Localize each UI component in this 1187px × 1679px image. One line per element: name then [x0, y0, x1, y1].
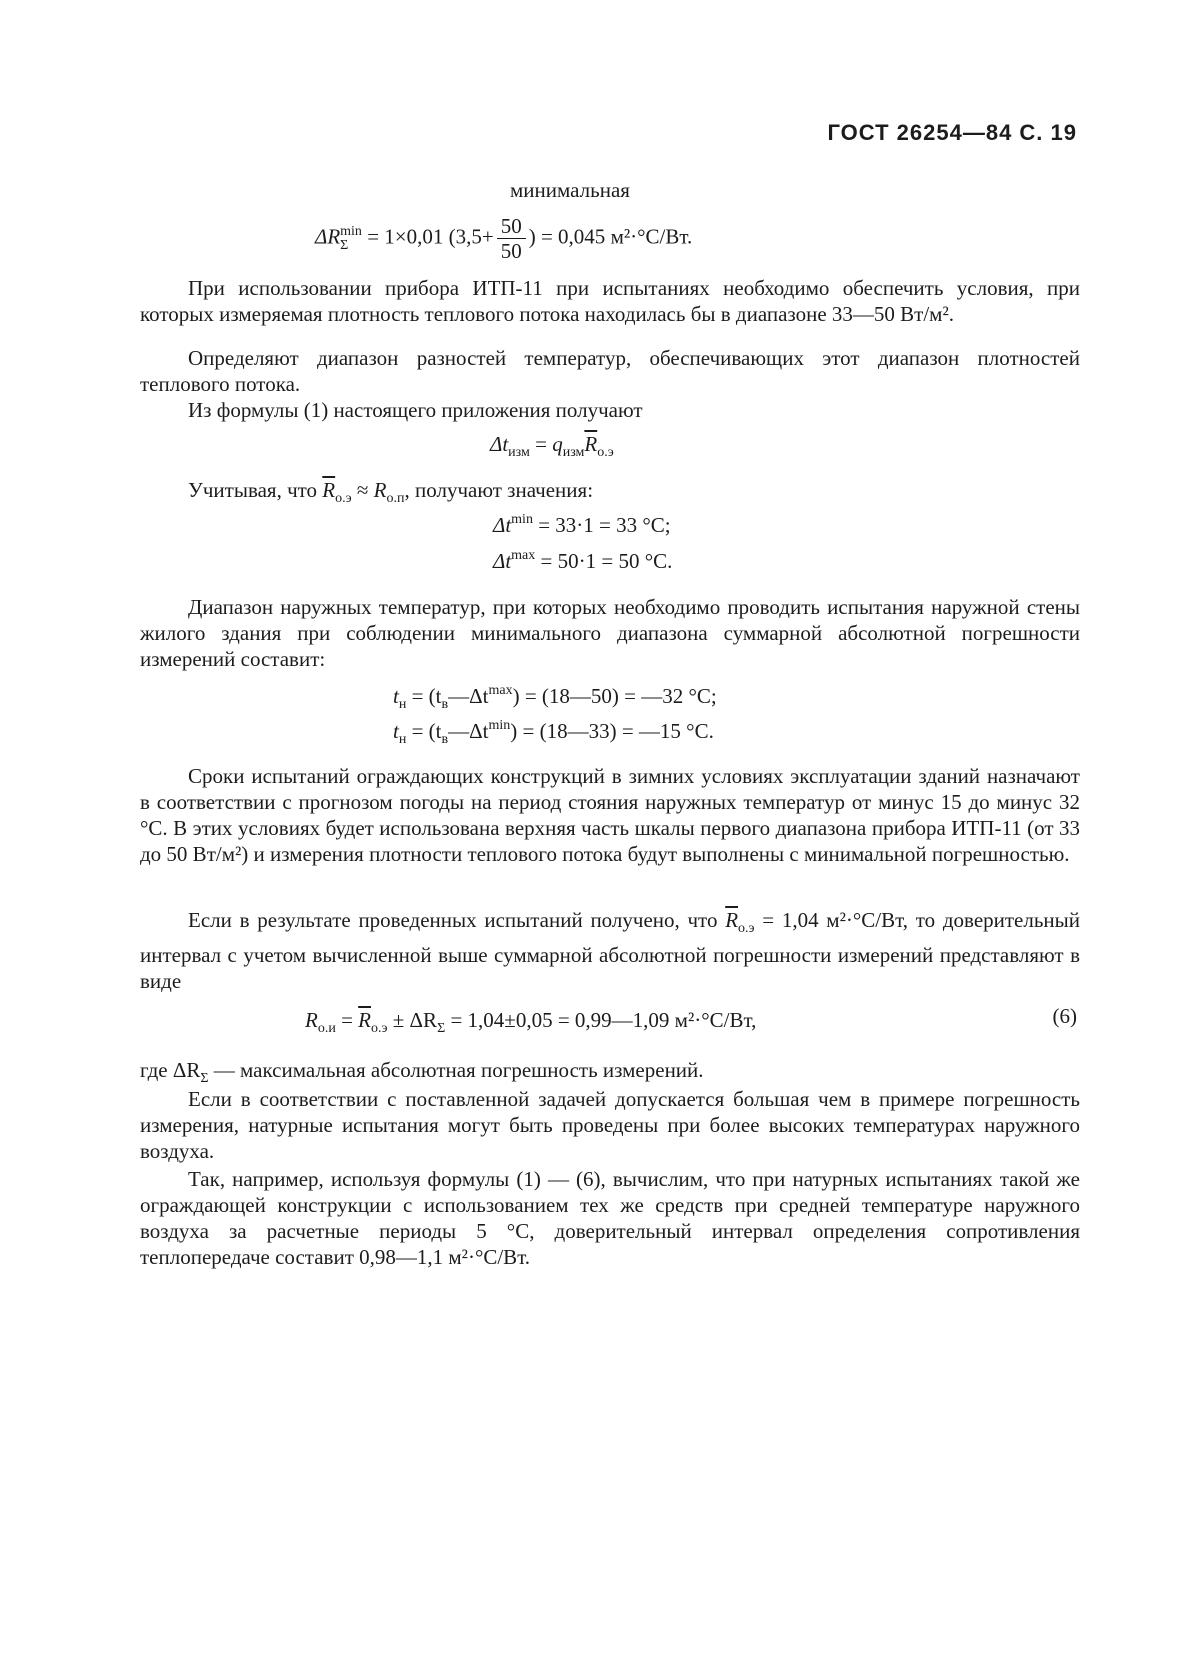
formula-min-unit: м²·°С/Вт.: [610, 224, 693, 249]
formula-tn2-mid-sub: в: [441, 732, 449, 747]
paragraph-7-r: $\overline{R}$: [725, 908, 739, 932]
formula-tn1-mid-sub: в: [441, 697, 449, 712]
page-header: ГОСТ 26254—84 С. 19: [827, 120, 1077, 145]
formula-final: [305, 1008, 756, 1037]
formula-dt-lhs-sub: изм: [508, 445, 530, 460]
formula-min-sub: Σ: [340, 237, 349, 253]
formula-final-pm: ± ΔR: [387, 1008, 438, 1032]
formula-tn1-sup: max: [488, 683, 513, 698]
formula-dt-r-sub: о.э: [597, 445, 614, 460]
formula-min-expr-after: ) = 0,045: [528, 224, 606, 249]
formula-tn2: [393, 718, 714, 748]
formula-final-lhs-sub: о.и: [317, 1021, 336, 1036]
formula-dt-lhs: Δt: [490, 432, 509, 456]
paragraph-4-r2-sub: о.п: [386, 491, 405, 506]
formula-tn1-dash: —Δt: [448, 684, 489, 708]
formula-tn1-mid: = (t: [406, 684, 442, 708]
paragraph-8-before: где ΔR: [140, 1058, 201, 1082]
formula-dtmax: [493, 548, 672, 574]
formula-dt-eq: =: [529, 432, 553, 456]
fraction: [497, 214, 526, 263]
formula-final-r-sub: о.э: [371, 1021, 388, 1036]
formula-min-sup: min: [340, 223, 362, 239]
paragraph-7-after: = 1,04 м²·°С/Вт, то доверительный интервал с учетом вычисленной выше суммарной абсолютной погрешности измерений представляют в виде: [140, 908, 1081, 993]
formula-tn1-lhs-sub: н: [398, 697, 407, 712]
formula-min: [315, 214, 692, 263]
formula-tn2-rhs: ) = (18—33) = —15 °С.: [510, 719, 714, 743]
paragraph-4-before: Учитывая, что: [188, 478, 318, 502]
paragraph-5: Диапазон наружных температур, при которых необходимо проводить испытания наружной стены жилого здания при соблюдении минимального диапазона суммарной абсолютной погрешности измерений составит:: [140, 595, 1080, 671]
formula-dt-q: q: [552, 432, 563, 456]
formula-tn2-sup: min: [488, 718, 511, 733]
formula-final-eq: =: [335, 1008, 359, 1032]
formula-final-lhs: R: [305, 1008, 318, 1032]
formula-tn1-lhs: t: [393, 684, 399, 708]
paragraph-2: Определяют диапазон разностей температур, обеспечивающих этот диапазон плотностей теплового потока.: [140, 346, 1080, 396]
formula-dt: [490, 432, 614, 461]
formula-tn1: [393, 683, 717, 713]
paragraph-7-r-sub: о.э: [738, 921, 755, 936]
paragraph-8-after: — максимальная абсолютная погрешность измерений.: [208, 1058, 704, 1082]
paragraph-4-r1: $\overline{R}$: [322, 478, 336, 502]
formula-min-expr-before: = 1×0,01 (3,5+: [367, 224, 494, 249]
paragraph-8-sub: Σ: [200, 1071, 209, 1086]
formula-tn2-lhs: t: [393, 719, 399, 743]
formula-dt-r: $\overline{R}$: [584, 432, 598, 456]
paragraph-3: Из формулы (1) настоящего приложения получают: [188, 398, 643, 422]
formula-final-r: $\overline{R}$: [358, 1008, 371, 1032]
formula-dt-q-sub: изм: [562, 445, 585, 460]
formula-final-rhs: = 1,04±0,05 = 0,99—1,09 м²·°С/Вт,: [445, 1008, 757, 1032]
paragraph-6: Сроки испытаний ограждающих конструкций в зимних условиях эксплуатации зданий назначают в соответствии с прогнозом погоды на период стояния наружных температур от минус 15 до минус 32 °С. В этих условиях будет использована верхняя часть шкалы первого диапазона прибора ИТП-11 (от 33 до 50 Вт/м²) и измерения плотности теплового потока будут выполнены с минимальной погрешностью.: [140, 764, 1080, 866]
formula-dtmin-rhs: = 33·1 = 33 °С;: [532, 513, 671, 537]
paragraph-4: [140, 477, 1080, 512]
paragraph-4-approx: ≈: [356, 478, 369, 502]
paragraph-7: [140, 907, 1080, 994]
formula-dtmax-sup: max: [511, 548, 536, 563]
formula-dtmin: [493, 512, 671, 538]
paragraph-4-r1-sub: о.э: [335, 491, 352, 506]
formula-dtmin-lhs: Δt: [493, 513, 512, 537]
formula-min-lhs: ΔR: [315, 224, 341, 249]
paragraph-4-r2: R: [373, 478, 387, 502]
equation-number: (6): [1052, 1004, 1077, 1028]
section-title: минимальная: [510, 178, 630, 202]
formula-tn2-lhs-sub: н: [398, 732, 407, 747]
formula-dtmax-lhs: Δt: [493, 549, 512, 573]
formula-dtmax-rhs: = 50·1 = 50 °С.: [535, 549, 673, 573]
formula-final-pm-sub: Σ: [437, 1021, 446, 1036]
formula-tn2-mid: = (t: [406, 719, 442, 743]
fraction-denominator: 50: [500, 239, 522, 263]
formula-tn1-rhs: ) = (18—50) = —32 °С;: [512, 684, 717, 708]
fraction-numerator: 50: [497, 214, 526, 239]
paragraph-9: Если в соответствии с поставленной задачей допускается большая чем в примере погрешность измерения, натурные испытания могут быть проведены при более высоких температурах наружного воздуха.: [140, 1087, 1080, 1163]
formula-tn2-dash: —Δt: [448, 719, 489, 743]
paragraph-7-before: Если в результате проведенных испытаний получено, что: [188, 908, 718, 932]
formula-dtmin-sup: min: [511, 512, 533, 527]
paragraph-1: При использовании прибора ИТП-11 при испытаниях необходимо обеспечить условия, при которых измеряемая плотность теплового потока находилась бы в диапазоне 33—50 Вт/м².: [140, 276, 1080, 326]
paragraph-4-after: , получают значения:: [404, 478, 594, 502]
paragraph-10: Так, например, используя формулы (1) — (6), вычислим, что при натурных испытаниях такой же ограждающей конструкции с использованием тех же средств при средней температуре наружного воздуха за расчетные периоды 5 °С, доверительный интервал определения сопротивления теплопередаче составит 0,98—1,1 м²·°С/Вт.: [140, 1167, 1080, 1269]
